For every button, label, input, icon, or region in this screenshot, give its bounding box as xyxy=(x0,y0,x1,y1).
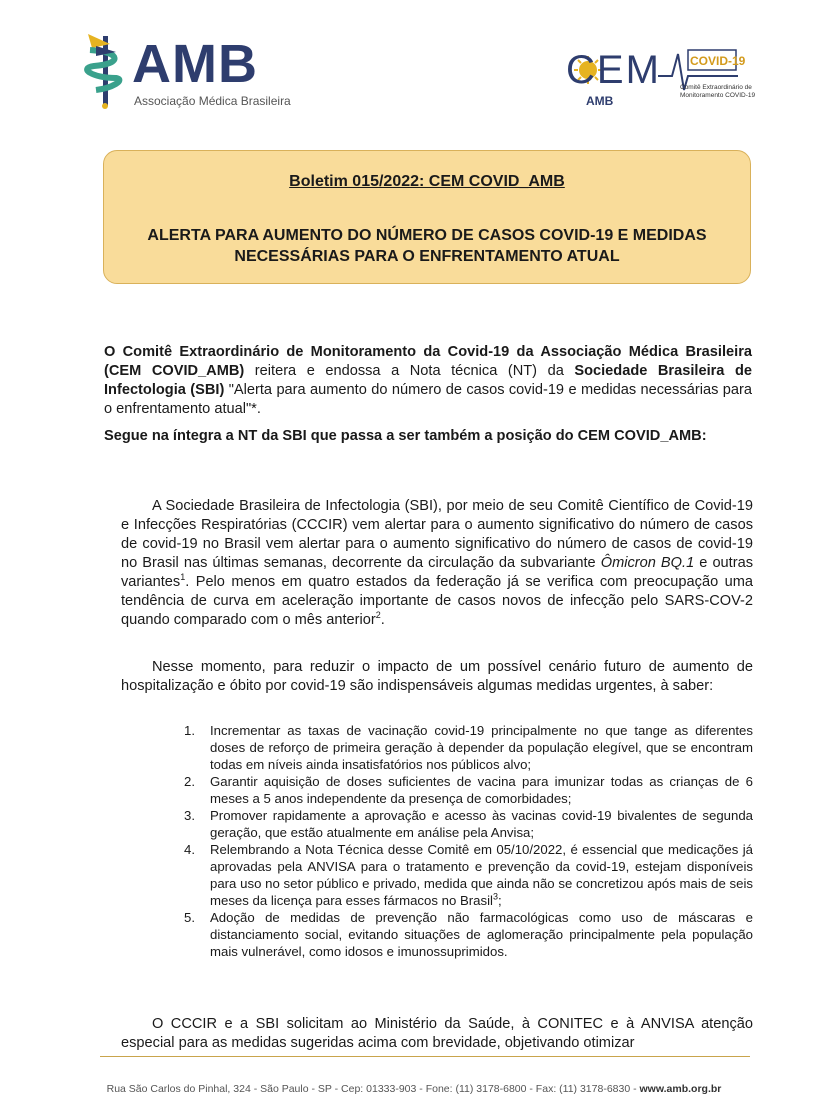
footer-website-link[interactable]: www.amb.org.br xyxy=(639,1083,722,1095)
footnote-ref-3: 3 xyxy=(492,891,498,902)
footer-divider xyxy=(100,1056,750,1057)
list-number: 5. xyxy=(184,910,195,925)
footnote-ref-1: 1 xyxy=(180,572,186,583)
list-text: Promover rapidamente a aprovação e acesso às vacinas covid-19 bivalentes de segunda geração, que estão atualmente em análise pela Anvisa; xyxy=(210,808,753,840)
cem-covid-label: COVID-19 xyxy=(690,54,746,68)
amb-logo-text: AMB xyxy=(132,34,258,94)
footnote-ref-2: 2 xyxy=(375,610,381,621)
list-number: 4. xyxy=(184,842,195,857)
intro-paragraph xyxy=(104,343,752,419)
p1-text-d: . xyxy=(380,612,385,628)
intro-bold-2: Sociedade Brasileira de Infectologia (SBI) xyxy=(104,363,752,398)
intro-bold-1: O Comitê Extraordinário de Monitoramento da Covid-19 da Associação Médica Brasileira (CEM COVID_AMB) xyxy=(104,344,752,379)
p1-text-b: e outras variantes xyxy=(121,555,753,590)
list-item xyxy=(184,807,753,841)
paragraph-measures-intro: Nesse momento, para reduzir o impacto de um possível cenário futuro de aumento de hospitalização e óbito por covid-19 são indispensáveis algumas medidas urgentes, à saber: xyxy=(121,659,753,694)
list-item xyxy=(184,773,753,807)
amb-logo-subtitle: Associação Médica Brasileira xyxy=(134,94,291,108)
list-item xyxy=(184,909,753,960)
list-text: Garantir aquisição de doses suficientes de vacina para imunizar todas as crianças de 6 meses a 5 anos independente da presença de comorbidades; xyxy=(210,774,753,806)
p1-variant-name: Ômicron BQ.1 xyxy=(600,555,695,571)
cem-amb-label: AMB xyxy=(586,94,614,108)
list-text: Incrementar as taxas de vacinação covid-19 principalmente no que tange as diferentes doses de reforço de primeira geração à depender da população elegível, que se encontram todas em níveis ainda insatisfatórios nos públicos alvo; xyxy=(210,723,753,772)
intro-text-2: "Alerta para aumento do número de casos covid-19 e medidas necessárias para o enfrentamento atual"*. xyxy=(104,382,752,417)
list-number: 3. xyxy=(184,808,195,823)
footer-address-text: Rua São Carlos do Pinhal, 324 - São Paulo - SP - Cep: 01333-903 - Fone: (11) 3178-6800 - Fax: (11) 3178-6830 - xyxy=(106,1083,640,1095)
cem-description: Comitê Extraordinário de Monitoramento COVID-19 xyxy=(680,84,756,99)
list-item xyxy=(184,722,753,773)
list-item xyxy=(184,841,753,909)
measures-list xyxy=(184,722,753,960)
footer-address xyxy=(0,1083,828,1095)
list-text-end: ; xyxy=(497,893,502,908)
bulletin-title: Boletim 015/2022: CEM COVID_AMB xyxy=(289,173,565,190)
paragraph-request: O CCCIR e a SBI solicitam ao Ministério da Saúde, à CONITEC e à ANVISA atenção especial para as medidas sugeridas acima com brevidade, objetivando otimizar xyxy=(121,1016,753,1051)
cem-covid-logo xyxy=(566,44,756,114)
amb-logo xyxy=(82,30,292,110)
bulletin-subtitle: ALERTA PARA AUMENTO DO NÚMERO DE CASOS COVID-19 E MEDIDAS NECESSÁRIAS PARA O ENFRENTAMENTO ATUAL xyxy=(147,227,707,265)
caduceus-icon xyxy=(82,30,130,110)
list-number: 1. xyxy=(184,723,195,738)
p1-text-a: A Sociedade Brasileira de Infectologia (SBI), por meio de seu Comitê Científico de Covid-19 e Infecções Respiratórias (CCCIR) vem alertar para o aumento significativo do número de casos de covid-19 no Brasil vem alertar para o aumento significativo do número de casos de covid-19 no Brasil nas últimas semanas, decorrente da circulação da subvariante xyxy=(121,498,753,571)
bulletin-banner xyxy=(103,150,751,284)
cem-logo-text: CEM xyxy=(566,48,661,92)
list-number: 2. xyxy=(184,774,195,789)
p1-text-c: . Pelo menos em quatro estados da federação já se verifica com preocupação uma tendência de curva em aceleração importante de casos novos de infecção pelo SARS-COV-2 quando comparado com o mês anterior xyxy=(121,574,753,628)
intro-text-1: reitera e endossa a Nota técnica (NT) da xyxy=(244,363,575,379)
segue-paragraph: Segue na íntegra a NT da SBI que passa a ser também a posição do CEM COVID_AMB: xyxy=(104,428,707,444)
list-text: Relembrando a Nota Técnica desse Comitê em 05/10/2022, é essencial que medicações já aprovadas pela ANVISA para o tratamento e prevenção da covid-19, estejam disponíveis para uso no setor público e privado, medida que ainda não se concretizou após mais de seis meses da licença para esses fármacos no Brasil xyxy=(210,842,753,908)
list-text: Adoção de medidas de prevenção não farmacológicas como uso de máscaras e distanciamento social, evitando situações de aglomeração principalmente pela população mais vulnerável, como idosos e imunossuprimidos. xyxy=(210,910,753,959)
paragraph-sbi xyxy=(121,497,753,630)
